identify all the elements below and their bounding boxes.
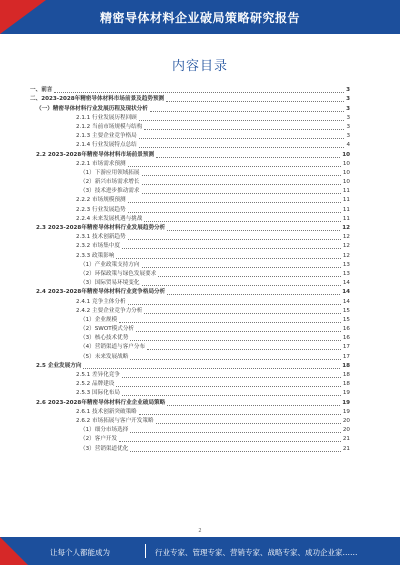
- page-number: 2: [198, 528, 202, 534]
- toc-entry[interactable]: [30, 380, 350, 389]
- toc-dot-leader: [167, 294, 340, 295]
- toc-entry-title: 2.3.2 市场集中度: [76, 243, 120, 250]
- toc-dot-leader: [116, 386, 340, 387]
- toc-entry[interactable]: [30, 242, 350, 251]
- toc-entry-title: 2.1.3 主要企业竞争格局: [76, 133, 137, 140]
- toc-entry[interactable]: [30, 297, 350, 306]
- toc-entry-page: 15: [342, 307, 350, 314]
- toc-entry[interactable]: [30, 343, 350, 352]
- toc-entry-page: 18: [342, 362, 350, 369]
- toc-entry-page: 14: [342, 280, 350, 287]
- toc-entry-page: 16: [342, 335, 350, 342]
- toc-entry[interactable]: [30, 270, 350, 279]
- toc-entry-page: 11: [342, 197, 350, 204]
- toc-entry-title: 2.3.3 政策影响: [76, 252, 115, 259]
- toc-dot-leader: [142, 184, 341, 185]
- header-banner: [0, 0, 400, 34]
- toc-entry-page: 10: [342, 169, 350, 176]
- toc-dot-leader: [139, 138, 345, 139]
- toc-dot-leader: [130, 359, 341, 360]
- toc-entry-page: 16: [342, 326, 350, 333]
- toc-entry[interactable]: [30, 215, 350, 224]
- toc-dot-leader: [122, 395, 341, 396]
- toc-dot-leader: [167, 405, 340, 406]
- toc-entry[interactable]: [30, 288, 350, 297]
- toc-entry-page: 21: [342, 436, 350, 443]
- toc-entry-page: 11: [342, 188, 350, 195]
- toc-entry-title: （2）环保政策与绿色发展要求: [80, 270, 157, 277]
- toc-entry-page: 13: [342, 270, 350, 277]
- toc-dot-leader: [122, 248, 341, 249]
- toc-entry[interactable]: [30, 178, 350, 187]
- toc-entry-title: 2.1.2 当前市场规模与结构: [76, 123, 143, 130]
- table-of-contents: [30, 86, 350, 454]
- toc-entry[interactable]: [30, 251, 350, 260]
- toc-dot-leader: [130, 340, 341, 341]
- toc-entry-title: 2.3 2023-2028年精密导体材料行业发展趋势分析: [36, 225, 166, 231]
- toc-dot-leader: [156, 423, 341, 424]
- toc-entry[interactable]: [30, 169, 350, 178]
- toc-entry[interactable]: [30, 187, 350, 196]
- toc-entry-page: 12: [342, 252, 350, 259]
- toc-entry-page: 10: [342, 160, 350, 167]
- toc-entry[interactable]: [30, 362, 350, 371]
- toc-entry[interactable]: [30, 307, 350, 316]
- toc-dot-leader: [142, 193, 341, 194]
- toc-dot-leader: [128, 304, 341, 305]
- toc-entry[interactable]: [30, 123, 350, 132]
- toc-dot-leader: [139, 120, 345, 121]
- toc-entry-title: 2.2.3 行业发展趋势: [76, 206, 126, 213]
- toc-entry-title: （5）未来发展战略: [80, 353, 129, 360]
- toc-entry-title: 2.2.1 市场需求预测: [76, 160, 126, 167]
- toc-entry-page: 17: [342, 353, 350, 360]
- toc-heading: 内容目录: [171, 59, 228, 74]
- toc-entry[interactable]: [30, 352, 350, 361]
- toc-entry-title: （3）营销渠道优化: [80, 445, 129, 452]
- toc-entry-page: 3: [346, 105, 350, 112]
- toc-entry[interactable]: [30, 205, 350, 214]
- toc-entry-title: 2.5.1 差异化竞争: [76, 372, 120, 378]
- toc-entry-title: 2.1.4 行业发展特点总结: [76, 142, 137, 149]
- toc-entry[interactable]: [30, 224, 350, 233]
- toc-entry-title: （3）国际贸易环境变化: [80, 280, 140, 287]
- footer-banner: [0, 537, 400, 565]
- toc-entry-page: 20: [342, 417, 350, 424]
- toc-entry[interactable]: [30, 444, 350, 453]
- toc-entry-title: 2.2 2023-2028年精密导体材料市场前景预测: [36, 151, 155, 158]
- toc-entry-title: （1）下游应用领域拓展: [80, 169, 140, 176]
- toc-dot-leader: [54, 92, 344, 93]
- toc-entry-page: 18: [342, 381, 350, 388]
- toc-entry-title: （4）营销渠道与客户分布: [80, 344, 146, 351]
- toc-entry-page: 18: [342, 372, 350, 378]
- toc-dot-leader: [130, 432, 341, 433]
- toc-dot-leader: [119, 441, 341, 442]
- toc-dot-leader: [128, 239, 341, 240]
- toc-entry-title: （2）SWOT模式分析: [80, 326, 135, 333]
- toc-entry[interactable]: [30, 160, 350, 169]
- toc-dot-leader: [119, 322, 341, 323]
- toc-entry-title: （1）企业规模: [80, 316, 118, 323]
- toc-dot-leader: [128, 212, 341, 213]
- toc-entry[interactable]: [30, 141, 350, 150]
- toc-entry-title: 2.4.2 主要企业竞争力分析: [76, 307, 143, 314]
- toc-entry-title: （3）技术进步推动需求: [80, 188, 140, 195]
- toc-dot-leader: [83, 368, 340, 369]
- toc-dot-leader: [158, 276, 341, 277]
- toc-dot-leader: [147, 349, 341, 350]
- toc-entry[interactable]: [30, 279, 350, 288]
- toc-entry-page: 3: [346, 123, 350, 130]
- toc-dot-leader: [142, 267, 341, 268]
- toc-dot-leader: [130, 451, 341, 452]
- footer-slogan-right: 行业专家、管理专家、营销专家、战略专家、成功企业家……: [155, 548, 358, 557]
- toc-entry-page: 12: [342, 243, 350, 250]
- footer-accent-triangle: [0, 537, 28, 565]
- toc-entry-title: 2.5 企业发展方向: [36, 362, 82, 369]
- toc-entry[interactable]: [30, 417, 350, 426]
- toc-dot-leader: [136, 331, 341, 332]
- toc-entry[interactable]: [30, 426, 350, 435]
- toc-entry-title: 2.4 2023-2028年精密导体材料行业竞争格局分析: [36, 289, 166, 296]
- footer-slogan-left: 让每个人都能成为: [50, 548, 110, 557]
- toc-entry-title: 二、2023-2028年精密导体材料市场前景及趋势预测: [30, 96, 165, 103]
- toc-entry-title: 2.6 2023-2028年精密导体材料行业企业破局策略: [36, 399, 166, 406]
- toc-entry-page: 20: [342, 427, 350, 434]
- toc-entry-page: 3: [346, 133, 350, 140]
- toc-entry-title: （2）新兴市场需求增长: [80, 179, 140, 186]
- toc-entry[interactable]: [30, 435, 350, 444]
- toc-entry-page: 14: [342, 298, 350, 305]
- toc-entry-title: 一、前言: [30, 87, 53, 94]
- toc-entry-title: 2.4.1 竞争主体分析: [76, 298, 126, 305]
- toc-dot-leader: [128, 202, 341, 203]
- toc-entry[interactable]: [30, 371, 350, 380]
- toc-entry[interactable]: [30, 325, 350, 334]
- toc-entry-title: 2.6.1 技术创新突破策略: [76, 408, 137, 415]
- toc-entry-page: 12: [342, 225, 350, 231]
- toc-entry[interactable]: [30, 389, 350, 398]
- toc-entry-page: 12: [342, 234, 350, 241]
- toc-entry-page: 17: [342, 344, 350, 351]
- toc-dot-leader: [142, 175, 341, 176]
- toc-entry-page: 13: [342, 261, 350, 268]
- toc-entry-title: 2.6.2 市场拓展与客户开发策略: [76, 417, 154, 424]
- toc-entry-page: 10: [342, 151, 350, 158]
- toc-entry[interactable]: [30, 114, 350, 123]
- toc-dot-leader: [116, 258, 340, 259]
- toc-entry-title: （3）核心技术优势: [80, 335, 129, 342]
- toc-entry-title: 2.5.3 国际化布局: [76, 390, 120, 397]
- toc-entry-title: 2.1.1 行业发展历程回顾: [76, 114, 137, 121]
- footer-divider: [145, 544, 146, 558]
- toc-entry-title: （2）客户开发: [80, 436, 118, 443]
- toc-dot-leader: [128, 166, 341, 167]
- toc-entry[interactable]: [30, 408, 350, 417]
- toc-entry[interactable]: [30, 95, 350, 104]
- toc-dot-leader: [144, 313, 341, 314]
- toc-entry-title: 2.5.2 品牌建设: [76, 381, 115, 388]
- toc-entry-title: （一）精密导体材料行业发展历程及现状分析: [36, 105, 148, 112]
- toc-entry-page: 11: [342, 215, 350, 222]
- toc-entry-page: 3: [346, 114, 350, 121]
- toc-dot-leader: [156, 157, 340, 158]
- toc-entry[interactable]: [30, 150, 350, 159]
- toc-entry-page: 10: [342, 179, 350, 186]
- toc-dot-leader: [139, 147, 345, 148]
- toc-entry-page: 14: [342, 289, 350, 296]
- toc-entry[interactable]: [30, 196, 350, 205]
- toc-dot-leader: [144, 221, 341, 222]
- toc-dot-leader: [150, 111, 344, 112]
- toc-entry[interactable]: [30, 86, 350, 95]
- toc-entry-page: 19: [342, 399, 350, 406]
- toc-dot-leader: [167, 230, 340, 231]
- toc-dot-leader: [166, 101, 344, 102]
- report-title: 精密导体材料企业破局策略研究报告: [99, 11, 300, 25]
- toc-entry[interactable]: [30, 132, 350, 141]
- toc-entry-title: 2.2.4 未来发展机遇与挑战: [76, 215, 143, 222]
- toc-dot-leader: [144, 129, 344, 130]
- toc-entry-page: 4: [346, 142, 350, 149]
- toc-dot-leader: [142, 285, 341, 286]
- toc-dot-leader: [122, 377, 341, 378]
- toc-entry-title: 2.3.1 技术创新趋势: [76, 234, 126, 241]
- toc-entry-page: 3: [346, 96, 350, 103]
- toc-entry[interactable]: [30, 261, 350, 270]
- toc-entry[interactable]: [30, 398, 350, 407]
- toc-entry-page: 3: [346, 87, 350, 94]
- toc-entry[interactable]: [30, 334, 350, 343]
- toc-entry-page: 19: [342, 390, 350, 397]
- toc-entry-page: 11: [342, 206, 350, 213]
- toc-entry[interactable]: [30, 316, 350, 325]
- toc-dot-leader: [139, 414, 341, 415]
- toc-entry-page: 15: [342, 316, 350, 323]
- toc-entry[interactable]: [30, 104, 350, 113]
- toc-entry-title: 2.2.2 市场规模预测: [76, 197, 126, 204]
- toc-entry-title: （1）产业政策支持方向: [80, 261, 140, 268]
- toc-entry[interactable]: [30, 233, 350, 242]
- toc-entry-page: 19: [342, 408, 350, 415]
- toc-entry-page: 21: [342, 445, 350, 452]
- toc-entry-title: （1）细分市场选择: [80, 427, 129, 434]
